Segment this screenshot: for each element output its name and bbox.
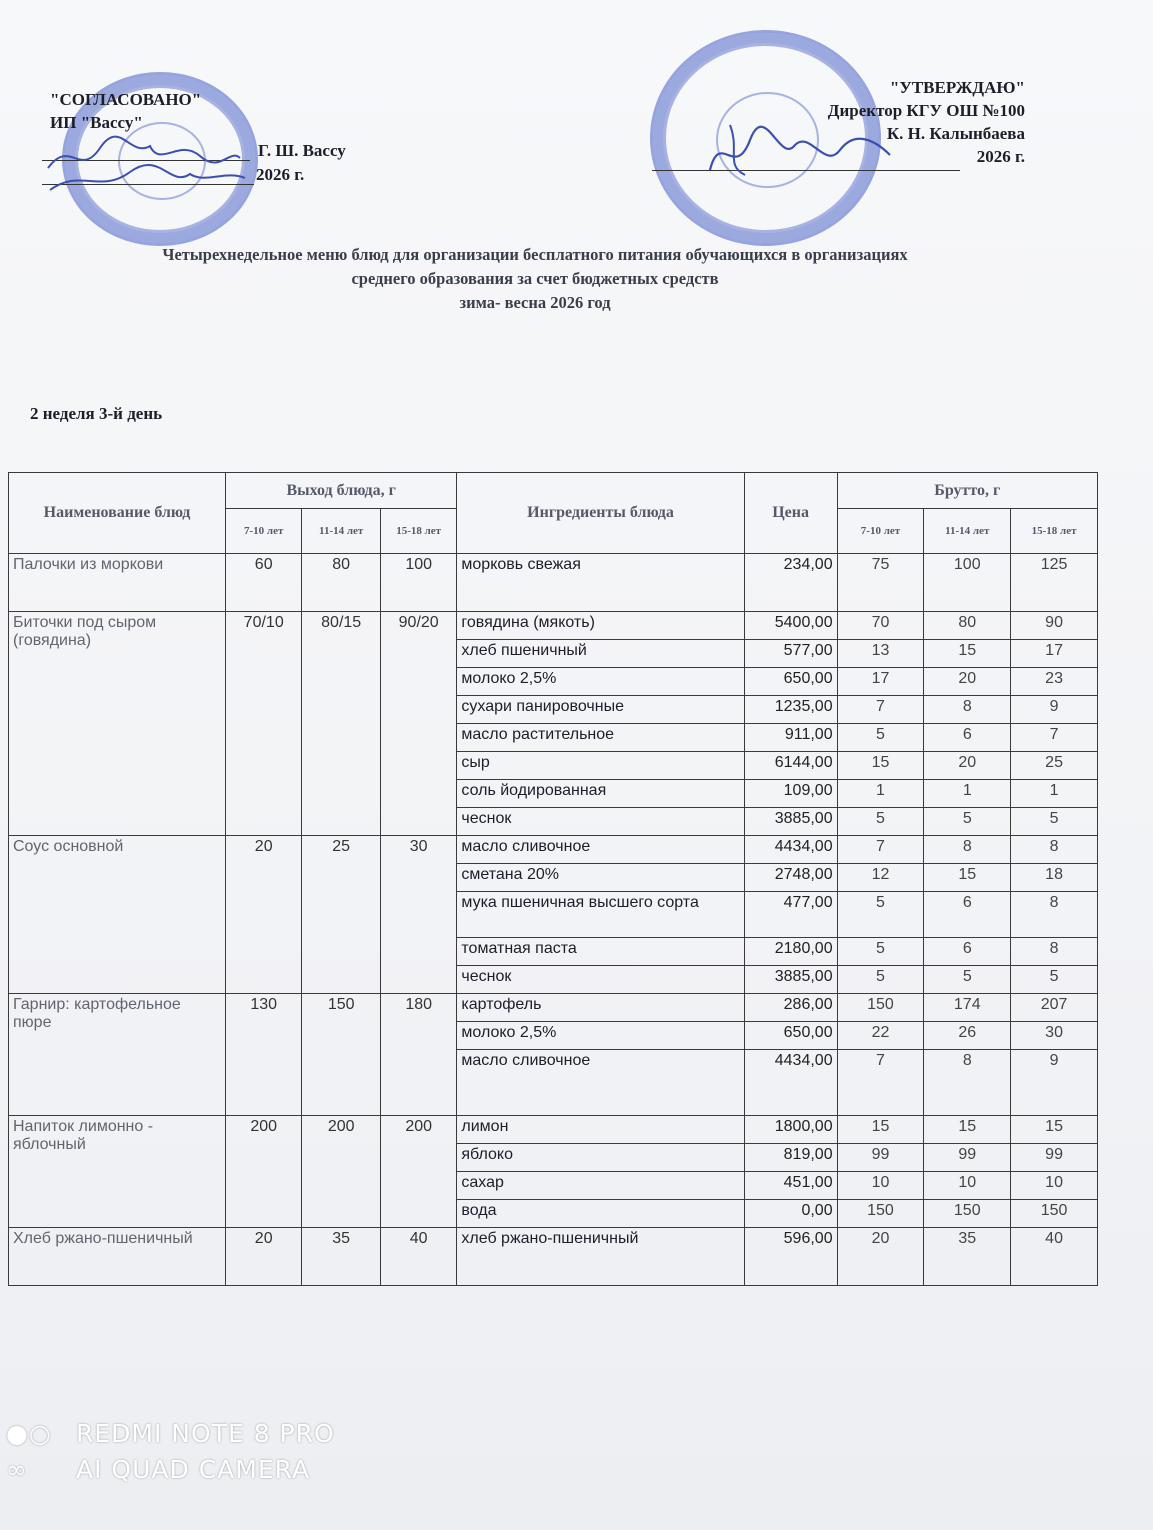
document-title	[30, 243, 1040, 315]
gross-7-10-cell: 5	[837, 966, 924, 994]
approval-right-year: 2026 г.	[976, 147, 1025, 166]
gross-15-18-cell: 9	[1011, 696, 1098, 724]
gross-15-18-cell: 1	[1011, 780, 1098, 808]
price-cell: 234,00	[744, 554, 837, 612]
approval-left-org: ИП "Вассу"	[50, 113, 143, 132]
header-gross: Брутто, г	[837, 473, 1097, 509]
gross-7-10-cell: 99	[837, 1144, 924, 1172]
gross-7-10-cell: 5	[837, 892, 924, 938]
gross-11-14-cell: 20	[924, 752, 1011, 780]
ingredient-cell: сахар	[457, 1172, 744, 1200]
gross-7-10-cell: 12	[837, 864, 924, 892]
price-cell: 650,00	[744, 668, 837, 696]
gross-7-10-cell: 5	[837, 808, 924, 836]
ingredient-cell: масло растительное	[457, 724, 744, 752]
yield-11-14-cell: 35	[302, 1228, 381, 1286]
approval-left-year: 2026 г.	[256, 165, 305, 184]
table-row	[9, 1228, 1098, 1286]
header-yield: Выход блюда, г	[225, 473, 456, 509]
title-line-1: Четырехнедельное меню блюд для организации бесплатного питания обучающихся в организациях	[162, 245, 908, 264]
gross-7-10-cell: 15	[837, 752, 924, 780]
price-cell: 911,00	[744, 724, 837, 752]
approval-left-heading: "СОГЛАСОВАНО"	[50, 90, 202, 109]
gross-11-14-cell: 8	[924, 836, 1011, 864]
header-yield-age-11-14: 11-14 лет	[302, 509, 381, 554]
gross-7-10-cell: 13	[837, 640, 924, 668]
gross-11-14-cell: 15	[924, 640, 1011, 668]
gross-7-10-cell: 7	[837, 836, 924, 864]
gross-15-18-cell: 5	[1011, 966, 1098, 994]
ingredient-cell: молоко 2,5%	[457, 1022, 744, 1050]
gross-15-18-cell: 90	[1011, 612, 1098, 640]
title-line-2: среднего образования за счет бюджетных средств	[351, 269, 719, 288]
table-row	[9, 994, 1098, 1022]
header-price: Цена	[744, 473, 837, 554]
price-cell: 650,00	[744, 1022, 837, 1050]
gross-7-10-cell: 150	[837, 994, 924, 1022]
price-cell: 6144,00	[744, 752, 837, 780]
gross-11-14-cell: 10	[924, 1172, 1011, 1200]
gross-15-18-cell: 99	[1011, 1144, 1098, 1172]
table-row	[9, 1116, 1098, 1144]
gross-11-14-cell: 5	[924, 966, 1011, 994]
gross-15-18-cell: 17	[1011, 640, 1098, 668]
approval-right-position: Директор КГУ ОШ №100	[827, 101, 1025, 120]
price-cell: 109,00	[744, 780, 837, 808]
yield-11-14-cell: 200	[302, 1116, 381, 1228]
gross-15-18-cell: 125	[1011, 554, 1098, 612]
gross-7-10-cell: 7	[837, 696, 924, 724]
gross-11-14-cell: 150	[924, 1200, 1011, 1228]
price-cell: 5400,00	[744, 612, 837, 640]
yield-15-18-cell: 100	[380, 554, 456, 612]
price-cell: 451,00	[744, 1172, 837, 1200]
gross-7-10-cell: 150	[837, 1200, 924, 1228]
yield-15-18-cell: 180	[380, 994, 456, 1116]
price-cell: 819,00	[744, 1144, 837, 1172]
yield-7-10-cell: 60	[225, 554, 301, 612]
gross-7-10-cell: 17	[837, 668, 924, 696]
yield-15-18-cell: 90/20	[380, 612, 456, 836]
infinity-icon: ∞	[6, 1455, 28, 1484]
left-handwritten-signature	[40, 128, 250, 198]
gross-15-18-cell: 30	[1011, 1022, 1098, 1050]
yield-7-10-cell: 130	[225, 994, 301, 1116]
gross-15-18-cell: 40	[1011, 1228, 1098, 1286]
yield-15-18-cell: 200	[380, 1116, 456, 1228]
watermark-line-1: REDMI NOTE 8 PRO	[76, 1419, 335, 1448]
yield-11-14-cell: 80/15	[302, 612, 381, 836]
watermark-line-2: AI QUAD CAMERA	[76, 1455, 311, 1484]
yield-7-10-cell: 70/10	[225, 612, 301, 836]
menu-table	[8, 472, 1098, 1286]
gross-7-10-cell: 7	[837, 1050, 924, 1116]
yield-7-10-cell: 200	[225, 1116, 301, 1228]
gross-11-14-cell: 15	[924, 864, 1011, 892]
gross-15-18-cell: 8	[1011, 836, 1098, 864]
gross-15-18-cell: 15	[1011, 1116, 1098, 1144]
ingredient-cell: сухари панировочные	[457, 696, 744, 724]
ingredient-cell: чеснок	[457, 966, 744, 994]
table-row	[9, 836, 1098, 864]
title-line-3: зима- весна 2026 год	[459, 293, 611, 312]
gross-15-18-cell: 18	[1011, 864, 1098, 892]
header-ingredients: Ингредиенты блюда	[457, 473, 744, 554]
gross-7-10-cell: 22	[837, 1022, 924, 1050]
ingredient-cell: сметана 20%	[457, 864, 744, 892]
menu-table-body	[9, 554, 1098, 1286]
table-row	[9, 554, 1098, 612]
yield-11-14-cell: 80	[302, 554, 381, 612]
gross-11-14-cell: 5	[924, 808, 1011, 836]
approval-left-name: Г. Ш. Вассу	[258, 141, 346, 160]
price-cell: 4434,00	[744, 1050, 837, 1116]
price-cell: 3885,00	[744, 966, 837, 994]
gross-15-18-cell: 9	[1011, 1050, 1098, 1116]
gross-11-14-cell: 20	[924, 668, 1011, 696]
ingredient-cell: вода	[457, 1200, 744, 1228]
right-handwritten-signature	[700, 110, 900, 190]
dish-name-cell: Палочки из моркови	[9, 554, 226, 612]
dish-name-cell: Биточки под сыром (говядина)	[9, 612, 226, 836]
yield-7-10-cell: 20	[225, 836, 301, 994]
approval-right-name: К. Н. Калынбаева	[886, 124, 1025, 143]
yield-15-18-cell: 30	[380, 836, 456, 994]
header-yield-age-15-18: 15-18 лет	[380, 509, 456, 554]
gross-15-18-cell: 7	[1011, 724, 1098, 752]
dish-name-cell: Хлеб ржано-пшеничный	[9, 1228, 226, 1286]
gross-15-18-cell: 150	[1011, 1200, 1098, 1228]
gross-15-18-cell: 23	[1011, 668, 1098, 696]
price-cell: 3885,00	[744, 808, 837, 836]
header-gross-age-11-14: 11-14 лет	[924, 509, 1011, 554]
price-cell: 286,00	[744, 994, 837, 1022]
gross-15-18-cell: 8	[1011, 938, 1098, 966]
gross-11-14-cell: 99	[924, 1144, 1011, 1172]
gross-15-18-cell: 8	[1011, 892, 1098, 938]
ingredient-cell: чеснок	[457, 808, 744, 836]
price-cell: 1235,00	[744, 696, 837, 724]
ingredient-cell: яблоко	[457, 1144, 744, 1172]
gross-15-18-cell: 207	[1011, 994, 1098, 1022]
gross-11-14-cell: 100	[924, 554, 1011, 612]
gross-11-14-cell: 26	[924, 1022, 1011, 1050]
header-dish: Наименование блюд	[9, 473, 226, 554]
price-cell: 2748,00	[744, 864, 837, 892]
ingredient-cell: томатная паста	[457, 938, 744, 966]
header-gross-age-15-18: 15-18 лет	[1011, 509, 1098, 554]
price-cell: 577,00	[744, 640, 837, 668]
gross-7-10-cell: 5	[837, 724, 924, 752]
price-cell: 596,00	[744, 1228, 837, 1286]
ingredient-cell: мука пшеничная высшего сорта	[457, 892, 744, 938]
yield-15-18-cell: 40	[380, 1228, 456, 1286]
ingredient-cell: молоко 2,5%	[457, 668, 744, 696]
camera-lens-icon: ●○	[6, 1419, 52, 1448]
gross-15-18-cell: 25	[1011, 752, 1098, 780]
camera-watermark	[6, 1416, 335, 1488]
gross-7-10-cell: 15	[837, 1116, 924, 1144]
price-cell: 4434,00	[744, 836, 837, 864]
gross-11-14-cell: 6	[924, 892, 1011, 938]
gross-11-14-cell: 8	[924, 696, 1011, 724]
gross-7-10-cell: 75	[837, 554, 924, 612]
gross-11-14-cell: 35	[924, 1228, 1011, 1286]
gross-11-14-cell: 174	[924, 994, 1011, 1022]
gross-11-14-cell: 6	[924, 724, 1011, 752]
ingredient-cell: хлеб ржано-пшеничный	[457, 1228, 744, 1286]
dish-name-cell: Соус основной	[9, 836, 226, 994]
approval-right-heading: "УТВЕРЖДАЮ"	[889, 78, 1025, 97]
ingredient-cell: сыр	[457, 752, 744, 780]
price-cell: 477,00	[744, 892, 837, 938]
ingredient-cell: масло сливочное	[457, 836, 744, 864]
table-row	[9, 612, 1098, 640]
gross-11-14-cell: 1	[924, 780, 1011, 808]
yield-7-10-cell: 20	[225, 1228, 301, 1286]
gross-7-10-cell: 20	[837, 1228, 924, 1286]
gross-7-10-cell: 10	[837, 1172, 924, 1200]
gross-11-14-cell: 8	[924, 1050, 1011, 1116]
ingredient-cell: лимон	[457, 1116, 744, 1144]
ingredient-cell: хлеб пшеничный	[457, 640, 744, 668]
price-cell: 1800,00	[744, 1116, 837, 1144]
header-yield-age-7-10: 7-10 лет	[225, 509, 301, 554]
ingredient-cell: говядина (мякоть)	[457, 612, 744, 640]
dish-name-cell: Напиток лимонно - яблочный	[9, 1116, 226, 1228]
dish-name-cell: Гарнир: картофельное пюре	[9, 994, 226, 1116]
gross-7-10-cell: 1	[837, 780, 924, 808]
gross-7-10-cell: 70	[837, 612, 924, 640]
price-cell: 0,00	[744, 1200, 837, 1228]
gross-11-14-cell: 6	[924, 938, 1011, 966]
gross-15-18-cell: 10	[1011, 1172, 1098, 1200]
gross-15-18-cell: 5	[1011, 808, 1098, 836]
gross-11-14-cell: 15	[924, 1116, 1011, 1144]
yield-11-14-cell: 25	[302, 836, 381, 994]
ingredient-cell: картофель	[457, 994, 744, 1022]
ingredient-cell: соль йодированная	[457, 780, 744, 808]
ingredient-cell: масло сливочное	[457, 1050, 744, 1116]
gross-7-10-cell: 5	[837, 938, 924, 966]
header-gross-age-7-10: 7-10 лет	[837, 509, 924, 554]
price-cell: 2180,00	[744, 938, 837, 966]
yield-11-14-cell: 150	[302, 994, 381, 1116]
gross-11-14-cell: 80	[924, 612, 1011, 640]
day-label: 2 неделя 3-й день	[30, 404, 163, 423]
ingredient-cell: морковь свежая	[457, 554, 744, 612]
